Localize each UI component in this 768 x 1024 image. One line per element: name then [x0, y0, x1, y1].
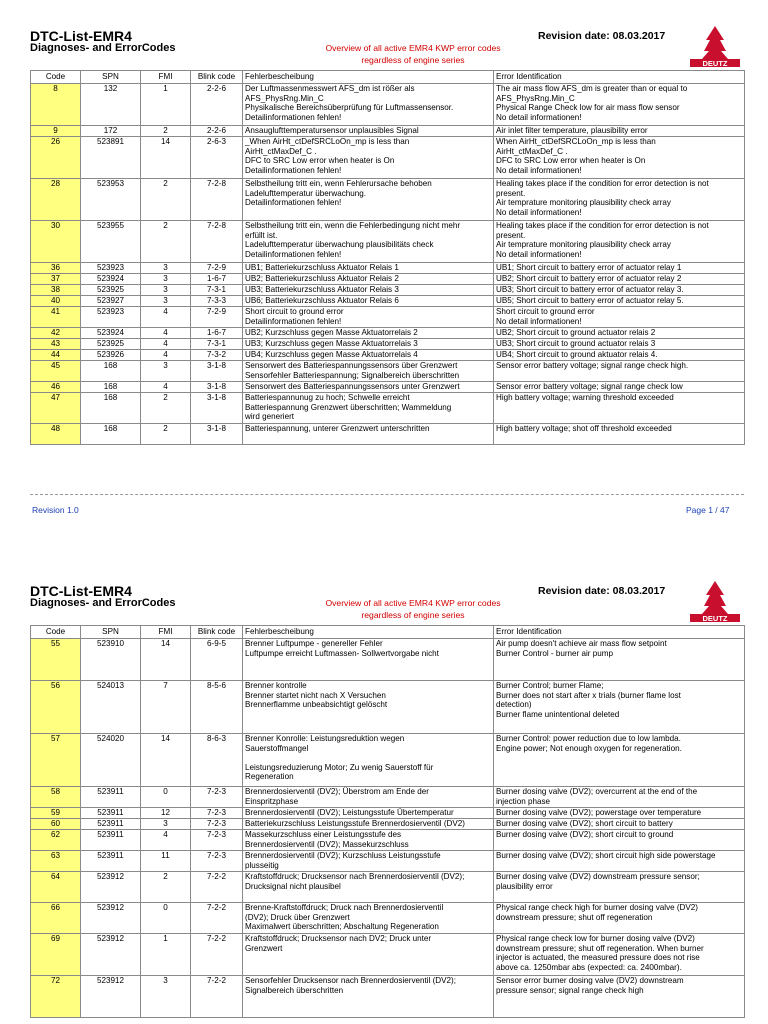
- table-row: [31, 339, 745, 350]
- table-row: [31, 639, 745, 681]
- english-description-cell: Burner Control; burner Flame; Burner does not start after x trials (burner flame lost detection) Burner flame unintentional deleted: [494, 681, 745, 734]
- document-title: DTC-List-EMR4: [30, 583, 132, 599]
- german-description-cell: Der Luftmassenmesswert AFS_dm ist rößer als AFS_PhysRng.Min_C Physikalische Bereichsüberprüfung für Luftmassensensor. Detailinformationen fehlen!: [243, 84, 494, 126]
- blink-code-cell: 7-2-3: [191, 787, 243, 808]
- code-cell: 58: [31, 787, 81, 808]
- german-description-cell: UB3; Kurzschluss gegen Masse Aktuatorrelais 3: [243, 339, 494, 350]
- fmi-cell: 3: [141, 263, 191, 274]
- table-row: [31, 830, 745, 851]
- fmi-cell: 2: [141, 424, 191, 445]
- fmi-cell: 14: [141, 137, 191, 179]
- blink-code-cell: 7-3-3: [191, 296, 243, 307]
- german-description-cell: Sensorwert des Batteriespannungssensors über Grenzwert Sensorfehler Batteriespannung; Signalbereich überschritten: [243, 361, 494, 382]
- table-row: [31, 976, 745, 1018]
- table-row: [31, 934, 745, 976]
- blink-code-cell: 2-2-6: [191, 126, 243, 137]
- english-description-cell: High battery voltage; warning threshold exceeded: [494, 393, 745, 424]
- german-description-cell: Sensorfehler Drucksensor nach Brennerdosierventil (DV2); Signalbereich überschritten: [243, 976, 494, 1018]
- english-description-cell: Healing takes place if the condition for error detection is not present. Air temprature monitoring plausibility check array No detail informationen!: [494, 221, 745, 263]
- english-description-cell: UB3; Short circuit to ground actuator relais 3: [494, 339, 745, 350]
- fmi-cell: 3: [141, 976, 191, 1018]
- code-cell: 45: [31, 361, 81, 382]
- blink-code-cell: 7-2-2: [191, 903, 243, 934]
- table-row: [31, 903, 745, 934]
- fmi-cell: 2: [141, 221, 191, 263]
- fmi-cell: 7: [141, 681, 191, 734]
- code-cell: 30: [31, 221, 81, 263]
- blink-code-cell: 1-6-7: [191, 274, 243, 285]
- spn-cell: 168: [81, 424, 141, 445]
- document-subtitle: Diagnoses- and ErrorCodes: [30, 597, 176, 609]
- blink-code-cell: 7-2-9: [191, 263, 243, 274]
- code-cell: 60: [31, 819, 81, 830]
- german-description-cell: UB4; Kurzschluss gegen Masse Aktuatorrelais 4: [243, 350, 494, 361]
- fmi-cell: 14: [141, 639, 191, 681]
- table-row: [31, 393, 745, 424]
- fmi-cell: 2: [141, 872, 191, 903]
- table-row: [31, 328, 745, 339]
- code-cell: 9: [31, 126, 81, 137]
- table-row: [31, 126, 745, 137]
- spn-cell: 523912: [81, 976, 141, 1018]
- header-english-description: Error Identification: [494, 71, 745, 84]
- blink-code-cell: 6-9-5: [191, 639, 243, 681]
- code-cell: 69: [31, 934, 81, 976]
- fmi-cell: 4: [141, 350, 191, 361]
- english-description-cell: Healing takes place if the condition for error detection is not present. Air temprature monitoring plausibility check array No detail informationen!: [494, 179, 745, 221]
- table-row: [31, 819, 745, 830]
- svg-text:DEUTZ: DEUTZ: [702, 614, 728, 623]
- code-cell: 47: [31, 393, 81, 424]
- english-description-cell: Physical range check low for burner dosing valve (DV2) downstream pressure; shut off regeneration. When burner injector is actuated, the measured pressure does not rise above ca. 1250mbar abs (expected: ca. 2400mbar).: [494, 934, 745, 976]
- german-description-cell: Brenner Luftpumpe - genereller Fehler Luftpumpe erreicht Luftmassen- Sollwertvorgabe nicht: [243, 639, 494, 681]
- code-cell: 40: [31, 296, 81, 307]
- spn-cell: 132: [81, 84, 141, 126]
- header-code: Code: [31, 71, 81, 84]
- fmi-cell: 0: [141, 903, 191, 934]
- table-row: [31, 350, 745, 361]
- german-description-cell: Brennerdosierventil (DV2); Überstrom am Ende der Einspritzphase: [243, 787, 494, 808]
- code-cell: 62: [31, 830, 81, 851]
- code-cell: 63: [31, 851, 81, 872]
- code-cell: 44: [31, 350, 81, 361]
- blink-code-cell: 7-2-8: [191, 221, 243, 263]
- english-description-cell: UB5; Short circuit to battery error of actuator relay 5.: [494, 296, 745, 307]
- header-code: Code: [31, 626, 81, 639]
- document-subtitle: Diagnoses- and ErrorCodes: [30, 42, 176, 54]
- german-description-cell: Brennerdosierventil (DV2); Kurzschluss Leistungsstufe plusseitig: [243, 851, 494, 872]
- german-description-cell: Massekurzschluss einer Leistungsstufe des Brennerdosierventil (DV2); Massekurzschluss: [243, 830, 494, 851]
- blink-code-cell: 7-2-9: [191, 307, 243, 328]
- fmi-cell: 3: [141, 819, 191, 830]
- table-row: [31, 424, 745, 445]
- spn-cell: 523926: [81, 350, 141, 361]
- blink-code-cell: 3-1-8: [191, 393, 243, 424]
- header-spn: SPN: [81, 71, 141, 84]
- blink-code-cell: 8-6-3: [191, 734, 243, 787]
- deutz-logo: [686, 579, 744, 623]
- fmi-cell: 1: [141, 934, 191, 976]
- blink-code-cell: 7-2-2: [191, 976, 243, 1018]
- code-cell: 48: [31, 424, 81, 445]
- spn-cell: 523911: [81, 830, 141, 851]
- revision-date: Revision date: 08.03.2017: [538, 585, 666, 597]
- code-cell: 66: [31, 903, 81, 934]
- german-description-cell: UB2; Batteriekurzschluss Aktuator Relais 2: [243, 274, 494, 285]
- english-description-cell: Burner dosing valve (DV2); short circuit high side powerstage: [494, 851, 745, 872]
- table-header-row: [31, 626, 745, 639]
- blink-code-cell: 7-2-3: [191, 819, 243, 830]
- english-description-cell: Sensor error battery voltage; signal range check low: [494, 382, 745, 393]
- english-description-cell: Sensor error burner dosing valve (DV2) downstream pressure sensor; signal range check high: [494, 976, 745, 1018]
- german-description-cell: Ansauglufttemperatursensor unplausibles Signal: [243, 126, 494, 137]
- german-description-cell: Selbstheilung tritt ein, wenn Fehlerursache behoben Ladelufttemperatur überwachung. Detailinformationen fehlen!: [243, 179, 494, 221]
- german-description-cell: _When AirHt_ctDefSRCLoOn_mp is less than AirHt_ctMaxDef_C . DFC to SRC Low error when heater is On Detailinformationen fehlen!: [243, 137, 494, 179]
- blink-code-cell: 7-2-3: [191, 808, 243, 819]
- blink-code-cell: 3-1-8: [191, 424, 243, 445]
- table-row: [31, 221, 745, 263]
- english-description-cell: UB2; Short circuit to battery error of actuator relay 2: [494, 274, 745, 285]
- spn-cell: 524013: [81, 681, 141, 734]
- german-description-cell: Batteriekurzschluss Leistungsstufe Brennerdosierventil (DV2): [243, 819, 494, 830]
- code-cell: 36: [31, 263, 81, 274]
- code-cell: 59: [31, 808, 81, 819]
- table-row: [31, 382, 745, 393]
- blink-code-cell: 8-5-6: [191, 681, 243, 734]
- english-description-cell: Air inlet filter temperature, plausibility error: [494, 126, 745, 137]
- german-description-cell: Sensorwert des Batteriespannungssensors unter Grenzwert: [243, 382, 494, 393]
- spn-cell: 523923: [81, 307, 141, 328]
- spn-cell: 523912: [81, 903, 141, 934]
- code-cell: 42: [31, 328, 81, 339]
- fmi-cell: 2: [141, 179, 191, 221]
- spn-cell: 523891: [81, 137, 141, 179]
- english-description-cell: Burner dosing valve (DV2) downstream pressure sensor; plausibility error: [494, 872, 745, 903]
- code-cell: 37: [31, 274, 81, 285]
- table-row: [31, 872, 745, 903]
- english-description-cell: Burner Control: power reduction due to low lambda. Engine power; Not enough oxygen for regeneration.: [494, 734, 745, 787]
- german-description-cell: Selbstheilung tritt ein, wenn die Fehlerbedingung nicht mehr erfüllt ist. Ladelufttemperatur überwachung plausibilitäts check Detailinformationen fehlen!: [243, 221, 494, 263]
- english-description-cell: UB1; Short circuit to battery error of actuator relay 1: [494, 263, 745, 274]
- header-english-description: Error Identification: [494, 626, 745, 639]
- blink-code-cell: 7-2-8: [191, 179, 243, 221]
- spn-cell: 523912: [81, 934, 141, 976]
- overview-note: Overview of all active EMR4 KWP error codes regardless of engine series: [325, 598, 501, 620]
- spn-cell: 168: [81, 393, 141, 424]
- code-cell: 43: [31, 339, 81, 350]
- english-description-cell: Physical range check high for burner dosing valve (DV2) downstream pressure; shut off regeneration: [494, 903, 745, 934]
- fmi-cell: 1: [141, 84, 191, 126]
- english-description-cell: UB2; Short circuit to ground actuator relais 2: [494, 328, 745, 339]
- english-description-cell: Sensor error battery voltage; signal range check high.: [494, 361, 745, 382]
- blink-code-cell: 7-2-2: [191, 934, 243, 976]
- german-description-cell: UB3; Batteriekurzschluss Aktuator Relais 3: [243, 285, 494, 296]
- table-row: [31, 787, 745, 808]
- header-fmi: FMI: [141, 626, 191, 639]
- fmi-cell: 0: [141, 787, 191, 808]
- english-description-cell: Burner dosing valve (DV2); powerstage over temperature: [494, 808, 745, 819]
- table-row: [31, 681, 745, 734]
- deutz-logo: [686, 24, 744, 68]
- header-blink-code: Blink code: [191, 71, 243, 84]
- german-description-cell: UB1; Batteriekurzschluss Aktuator Relais 1: [243, 263, 494, 274]
- spn-cell: 523911: [81, 851, 141, 872]
- english-description-cell: Burner dosing valve (DV2); short circuit to battery: [494, 819, 745, 830]
- table-row: [31, 263, 745, 274]
- table-row: [31, 808, 745, 819]
- spn-cell: 523955: [81, 221, 141, 263]
- table-row: [31, 285, 745, 296]
- blink-code-cell: 2-2-6: [191, 84, 243, 126]
- german-description-cell: Brenne-Kraftstoffdruck; Druck nach Brennerdosierventil (DV2); Druck über Grenzwert Maximalwert überschritten; Abschaltung Regeneration: [243, 903, 494, 934]
- dtc-table: [30, 625, 745, 1018]
- german-description-cell: Kraftstoffdruck; Drucksensor nach Brennerdosierventil (DV2); Drucksignal nicht plausibel: [243, 872, 494, 903]
- english-description-cell: Short circuit to ground error No detail informationen!: [494, 307, 745, 328]
- code-cell: 55: [31, 639, 81, 681]
- header-german-description: Fehlerbescheibung: [243, 71, 494, 84]
- german-description-cell: Brennerdosierventil (DV2); Leistungsstufe Übertemperatur: [243, 808, 494, 819]
- spn-cell: 523927: [81, 296, 141, 307]
- page-separator: [30, 494, 744, 495]
- spn-cell: 524020: [81, 734, 141, 787]
- table-row: [31, 137, 745, 179]
- blink-code-cell: 3-1-8: [191, 382, 243, 393]
- code-cell: 8: [31, 84, 81, 126]
- blink-code-cell: 7-2-2: [191, 872, 243, 903]
- svg-text:DEUTZ: DEUTZ: [702, 59, 728, 68]
- spn-cell: 523910: [81, 639, 141, 681]
- code-cell: 41: [31, 307, 81, 328]
- code-cell: 26: [31, 137, 81, 179]
- header-german-description: Fehlerbescheibung: [243, 626, 494, 639]
- fmi-cell: 4: [141, 339, 191, 350]
- code-cell: 72: [31, 976, 81, 1018]
- revision-label: Revision 1.0: [32, 505, 79, 515]
- blink-code-cell: 1-6-7: [191, 328, 243, 339]
- spn-cell: 523911: [81, 787, 141, 808]
- english-description-cell: UB3; Short circuit to battery error of actuator relay 3.: [494, 285, 745, 296]
- fmi-cell: 2: [141, 126, 191, 137]
- fmi-cell: 3: [141, 285, 191, 296]
- document-title: DTC-List-EMR4: [30, 28, 132, 44]
- code-cell: 38: [31, 285, 81, 296]
- fmi-cell: 4: [141, 307, 191, 328]
- blink-code-cell: 7-3-1: [191, 339, 243, 350]
- code-cell: 46: [31, 382, 81, 393]
- german-description-cell: Short circuit to ground error Detailinformationen fehlen!: [243, 307, 494, 328]
- spn-cell: 523924: [81, 328, 141, 339]
- english-description-cell: High battery voltage; shot off threshold exceeded: [494, 424, 745, 445]
- table-header-row: [31, 71, 745, 84]
- header-spn: SPN: [81, 626, 141, 639]
- header-fmi: FMI: [141, 71, 191, 84]
- code-cell: 28: [31, 179, 81, 221]
- table-row: [31, 179, 745, 221]
- spn-cell: 523953: [81, 179, 141, 221]
- blink-code-cell: 7-2-3: [191, 830, 243, 851]
- table-row: [31, 307, 745, 328]
- blink-code-cell: 3-1-8: [191, 361, 243, 382]
- blink-code-cell: 7-2-3: [191, 851, 243, 872]
- spn-cell: 523924: [81, 274, 141, 285]
- fmi-cell: 3: [141, 296, 191, 307]
- spn-cell: 523911: [81, 819, 141, 830]
- page-number: Page 1 / 47: [686, 505, 730, 515]
- english-description-cell: When AirHt_ctDefSRCLoOn_mp is less than AirHt_ctMaxDef_C . DFC to SRC Low error when heater is On No detail informationen!: [494, 137, 745, 179]
- spn-cell: 523923: [81, 263, 141, 274]
- german-description-cell: Batteriespannung, unterer Grenzwert unterschritten: [243, 424, 494, 445]
- table-row: [31, 734, 745, 787]
- german-description-cell: Brenner kontrolle Brenner startet nicht nach X Versuchen Brennerflamme unbeabsichtigt gelöscht: [243, 681, 494, 734]
- fmi-cell: 14: [141, 734, 191, 787]
- german-description-cell: Brenner Konrolle: Leistungsreduktion wegen Sauerstoffmangel Leistungsreduzierung Motor; Zu wenig Sauerstoff für Regeneration: [243, 734, 494, 787]
- fmi-cell: 3: [141, 274, 191, 285]
- fmi-cell: 4: [141, 830, 191, 851]
- code-cell: 56: [31, 681, 81, 734]
- dtc-table: [30, 70, 745, 445]
- revision-date: Revision date: 08.03.2017: [538, 30, 666, 42]
- code-cell: 64: [31, 872, 81, 903]
- code-cell: 57: [31, 734, 81, 787]
- blink-code-cell: 2-6-3: [191, 137, 243, 179]
- header-blink-code: Blink code: [191, 626, 243, 639]
- fmi-cell: 2: [141, 393, 191, 424]
- table-row: [31, 361, 745, 382]
- english-description-cell: Burner dosing valve (DV2); short circuit to ground: [494, 830, 745, 851]
- german-description-cell: UB6; Batteriekurzschluss Aktuator Relais 6: [243, 296, 494, 307]
- fmi-cell: 4: [141, 382, 191, 393]
- spn-cell: 523911: [81, 808, 141, 819]
- table-row: [31, 274, 745, 285]
- table-row: [31, 851, 745, 872]
- spn-cell: 168: [81, 382, 141, 393]
- fmi-cell: 4: [141, 328, 191, 339]
- spn-cell: 523925: [81, 339, 141, 350]
- german-description-cell: Batteriespannunug zu hoch; Schwelle erreicht Batteriespannung Grenzwert überschritten; Wammeldung wird generiert: [243, 393, 494, 424]
- spn-cell: 523912: [81, 872, 141, 903]
- english-description-cell: UB4; Short circuit to ground aktuator relais 4.: [494, 350, 745, 361]
- fmi-cell: 12: [141, 808, 191, 819]
- german-description-cell: Kraftstoffdruck; Drucksensor nach DV2; Druck unter Grenzwert: [243, 934, 494, 976]
- blink-code-cell: 7-3-1: [191, 285, 243, 296]
- german-description-cell: UB2; Kurzschluss gegen Masse Aktuatorrelais 2: [243, 328, 494, 339]
- fmi-cell: 3: [141, 361, 191, 382]
- english-description-cell: The air mass flow AFS_dm is greater than or equal to AFS_PhysRng.Min_C Physical Range Check low for air mass flow sensor No detail informationen!: [494, 84, 745, 126]
- english-description-cell: Air pump doesn't achieve air mass flow setpoint Burner Control - burner air pump: [494, 639, 745, 681]
- english-description-cell: Burner dosing valve (DV2); overcurrent at the end of the injection phase: [494, 787, 745, 808]
- fmi-cell: 11: [141, 851, 191, 872]
- spn-cell: 168: [81, 361, 141, 382]
- spn-cell: 523925: [81, 285, 141, 296]
- blink-code-cell: 7-3-2: [191, 350, 243, 361]
- spn-cell: 172: [81, 126, 141, 137]
- overview-note: Overview of all active EMR4 KWP error codes regardless of engine series: [325, 43, 501, 65]
- table-row: [31, 296, 745, 307]
- table-row: [31, 84, 745, 126]
